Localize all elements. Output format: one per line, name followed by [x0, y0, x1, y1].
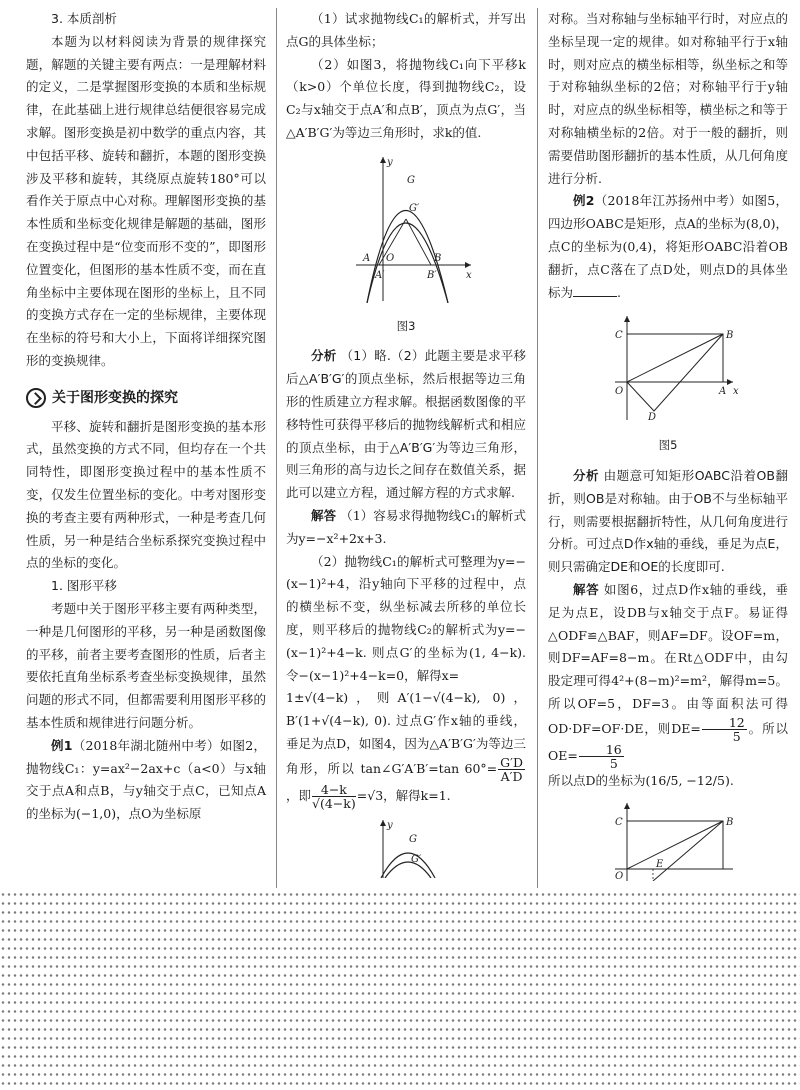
example-1 [26, 735, 266, 826]
fraction-4k-den: √(4−k) [312, 795, 356, 811]
answer-roots: 1±√(4−k)，则A′(1−√(4−k), 0)，B′(1+√(4−k), 0). 过点G′作x轴的垂线，垂足为点D，如图4，因为△A′B′G′为等边三角形，所以 tan∠G′A′B′=tan 60°= [286, 690, 526, 776]
figure-5-graph [593, 312, 743, 422]
paragraph-analysis: 本题为以材料阅读为背景的规律探究题，解题的关键主要有两点：一是理解材料的定义，二是掌握图形变换的本质和坐标规律，在此基础上进行规律总结便很容易完成求解。图形变换是初中数学的重点内容，其中包括平移、旋转和翻折，本题的图形变换涉及平移和旋转，其绕原点旋转180°可以看作关于原点中心对称。理解图形变换的基本性质和坐标变化规律是解题的基础，图形在变换过程中是“位变而形不变的”，即图形位置变化，但图形的基本性质不变，而在直角坐标中主要体现在图形的坐标上，且不同的变换方式存在一定的坐标规律，主要体现在坐标的符号和大小上，下面将详细探究图形的变换规律。 [26, 33, 266, 368]
fig5-label-b: B [726, 330, 734, 342]
example-1-label: 例1 [51, 737, 73, 753]
fig5-label-o: O [615, 386, 624, 398]
column-2 [286, 8, 526, 890]
dotted-overlay [0, 890, 800, 1090]
figure-3-graph [331, 153, 481, 303]
answer-2-label: 解答 [573, 581, 600, 597]
fig5-label-c: C [615, 330, 623, 342]
analysis-1-text: （1）略.（2）此题主要是求平移后△A′B′G′的顶点坐标，然后根据等边三角形的性质建立方程求解。根据函数图像的平移特性可获得平移后的抛物线解析式和相应的顶点坐标，由于△A′B′G′为等边三角形，则三角形的高与边长之间存在数值关系，据此可以建立方程，通过解方程的方式求解. [286, 348, 526, 501]
answer-1-part-3: 1±√(4−k)，则A′(1−√(4−k), 0)，B′(1+√(4−k), 0). 过点G′作x轴的垂线，垂足为点D，如图4，因为△A′B′G′为等边三角形，所以 tan∠G′A′B′=tan 60°= $\frac{G'D}{A'D}$ ，即 $\frac{4-k}{√(4-k)}$ =√3，解得k=1. [286, 690, 526, 811]
answer-1-part-2: （2）抛物线C₁的解析式可整理为y=−(x−1)²+4，沿y轴向下平移的过程中，点的横坐标不变，纵坐标减去所移的单位长度，则平移后的抛物线C₂的解析式为y=−(x−1)²+4−k. 则点G′的坐标为(1, 4−k). 令−(x−1)²+4−k=0，解得x= [286, 553, 526, 683]
section-header [26, 387, 266, 410]
final-answer [548, 770, 788, 793]
question-1: （1）试求抛物线C₁的解析式，并写出点G的具体坐标； [286, 11, 526, 49]
fraction-4k [312, 783, 356, 810]
fig3-label-b: B [434, 252, 442, 264]
final-lead: 所以点D的坐标为 [548, 772, 646, 788]
fraction-de [702, 716, 747, 743]
fig5-label-d: D [648, 412, 657, 423]
example-2 [548, 190, 788, 304]
fraction-gd-ad [498, 756, 525, 783]
answer-1-text: （1）容易求得抛物线C₁的解析式为y=−x²+2x+3. [286, 507, 526, 546]
figure-6-partial [548, 801, 788, 889]
fraction-oe-num: 16 [579, 743, 624, 757]
oe-lead: 。所以OE= [548, 720, 788, 763]
analysis-2-text: 由题意可知矩形OABC沿着OB翻折，则OB是对称轴。由于OB不与坐标轴平行，则需要根据翻折特性，从几何角度进行分析。可过点D作x轴的垂线，垂足为点E，则只需确定DE和OE的长度即可. [548, 467, 788, 575]
fig3-label-y: y [387, 156, 393, 168]
fig6-label-b: B [726, 816, 734, 828]
analysis-2 [548, 465, 788, 579]
column-divider-right [537, 8, 538, 888]
answer-blank [573, 284, 617, 297]
figure-3 [286, 153, 526, 311]
figure-4-partial [286, 818, 526, 886]
answer-1-label: 解答 [311, 507, 337, 523]
example-2-end: . [617, 284, 621, 300]
fraction-4k-num: 4−k [312, 783, 356, 797]
heading-translation: 1. 图形平移 [51, 578, 117, 594]
analysis-2-label: 分析 [573, 467, 600, 483]
example-2-label: 例2 [573, 193, 595, 209]
answer-end: =√3，解得k=1. [356, 787, 451, 803]
column-1 [26, 8, 266, 826]
fig6-label-c: C [615, 816, 623, 828]
figure-5-caption: 图5 [658, 438, 678, 453]
fig3-label-a: A [363, 252, 371, 264]
answer-2-text: 如图6，过点D作x轴的垂线，垂足为点E，设DB与x轴交于点F。易证得△ODF≌△BAF，则AF=DF。设OF=m，则DF=AF=8−m。在Rt△ODF中，由勾股定理可得4²+(8−m)²=m²，解得m=5。所以OF=5，DF=3。由等面积法可得OD·DF=OF·DE，则DE= [548, 581, 788, 736]
figure-3-caption: 图3 [396, 318, 416, 333]
fraction-gd: G′D [500, 754, 523, 770]
fraction-ad: A′D [500, 768, 523, 784]
fig4-label-y: y [387, 819, 393, 831]
heading-essence: 3. 本质剖析 [51, 11, 117, 26]
fig6-label-o: O [615, 870, 624, 881]
fig3-label-gp: G′ [409, 202, 420, 214]
fig3-label-ap: A′ [375, 269, 385, 281]
question-2: （2）如图3，将抛物线C₁向下平移k（k>0）个单位长度，得到抛物线C₂，设C₂与x轴交于点A′和点B′，顶点为点G′，当△A′B′G′为等边三角形时，求k的值. [286, 56, 526, 140]
fraction-oe [579, 743, 624, 770]
fig5-label-x: x [733, 386, 739, 398]
fig3-label-bp: B′ [427, 269, 437, 281]
figure-4-graph [331, 818, 481, 878]
fig4-label-g: G [409, 833, 417, 845]
answer-1-part-1 [286, 505, 526, 551]
example-1-text: （2018年湖北随州中考）如图2，抛物线C₁：y=ax²−2ax+c（a<0）与x轴交于点A和点B，与y轴交于点C，已知点A的坐标为(−1,0)，点O为坐标原 [26, 737, 266, 822]
fraction-oe-den: 5 [609, 755, 618, 771]
analysis-1-label: 分析 [311, 348, 337, 364]
section-title: 关于图形变换的探究 [52, 389, 178, 406]
answer-2 [548, 579, 788, 770]
fig6-label-e: E [656, 858, 664, 870]
figure-5 [548, 312, 788, 430]
fraction-de-num: 12 [702, 716, 747, 730]
example-2-text: （2018年江苏扬州中考）如图5，四边形OABC是矩形，点A的坐标为(8,0)，点C的坐标为(0,4)，将矩形OABC沿着OB翻折，点C落在了点D处，则点D的具体坐标为 [548, 193, 788, 300]
paragraph-intro: 平移、旋转和翻折是图形变换的基本形式，虽然变换的方式不同，但均存在一个共同特性，即图形变换过程中的基本性质不变，仅发生位置坐标的变化。中考对图形变换的考查主要有两种形式，一种是考查几何性质，另一种是结合坐标系探究变换过程中点的坐标的变化。 [26, 418, 266, 571]
fig3-label-o: O [386, 252, 395, 264]
paragraph-translation: 考题中关于图形平移主要有两种类型，一种是几何图形的平移，另一种是函数图像的平移，前者主要考查图形的性质，后者主要依托直角坐标系考查坐标变换规律，虽然问题的形式不同，但都需要利用图形平移的基本性质和规律进行问题分析。 [26, 600, 266, 730]
final-coord: (16/5, −12/5). [645, 772, 734, 788]
analysis-1 [286, 345, 526, 505]
column-divider-left [276, 8, 277, 888]
section-arrow-icon [26, 388, 46, 408]
paragraph-flip: 对称。当对称轴与坐标轴平行时，对应点的坐标呈现一定的规律。如对称轴平行于x轴时，则对应点的横坐标相等，纵坐标之和等于对称轴纵坐标的2倍；对称轴平行于y轴时，对应点的纵坐标相等，横坐标之和等于对称轴横坐标的2倍。对于一般的翻折，则需要借助图形翻折的基本性质，从几何角度进行分析. [548, 11, 788, 186]
fig3-label-x: x [466, 269, 472, 281]
fig3-label-g: G [407, 174, 415, 186]
fig5-label-a: A [719, 386, 727, 398]
column-3 [548, 8, 788, 892]
fraction-de-den: 5 [732, 728, 741, 744]
fig4-label-gp: G′ [411, 853, 422, 865]
figure-6-graph [593, 801, 743, 881]
